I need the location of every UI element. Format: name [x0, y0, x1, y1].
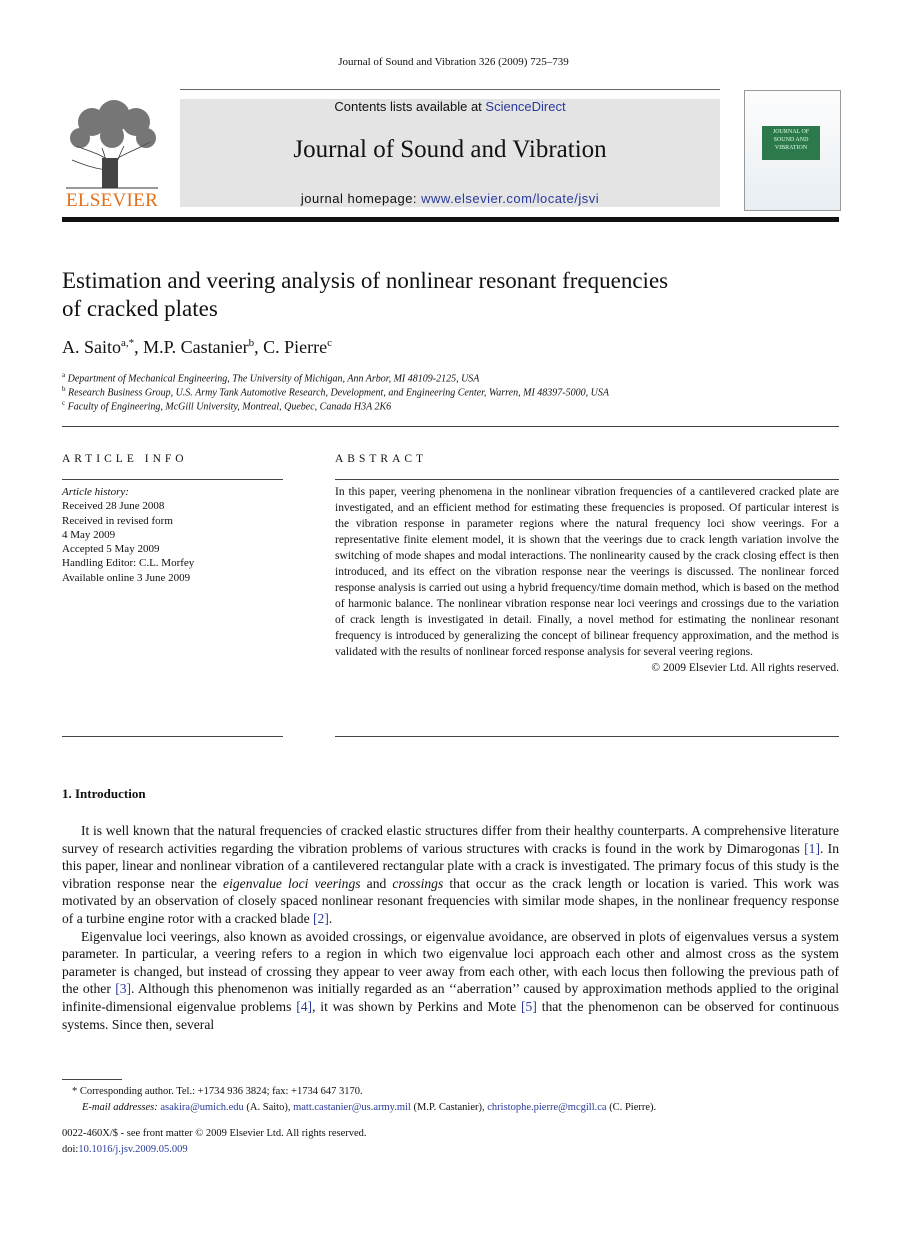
author-name: C. Pierre [263, 337, 328, 357]
doi-line: doi:10.1016/j.jsv.2009.05.009 [62, 1143, 188, 1155]
author-affil-mark[interactable]: b [248, 337, 255, 349]
front-matter [62, 1126, 367, 1157]
abstract-copyright: © 2009 Elsevier Ltd. All rights reserved. [651, 662, 839, 674]
paragraph-text: . Although this phenomenon was initially regarded as an ‘‘aberration’’ caused by approximation methods applied to the original infinite-dimensional eigenvalue problems [62, 981, 839, 1014]
publisher-name: ELSEVIER [65, 190, 159, 211]
abstract-body [335, 484, 839, 676]
author-affil-mark[interactable]: c [327, 337, 333, 349]
article-info-heading: ARTICLE INFO [62, 453, 188, 465]
abstract-text: In this paper, veering phenomena in the nonlinear vibration frequencies of a cantilevered cracked plate are investigated, and an efficient method for estimating these frequencies is proposed. Of particular interest is the vibration response in parameter regions where the natural frequency loci show veerings. For a representative finite element model, it is shown that the veerings due to crack length variation involve the switching of mode shapes and modal interactions. The nonlinearity caused by the crack closing effect is then introduced, and its effect on the vibration response near the veerings is discussed. The nonlinear forced response analysis is carried out using a hybrid frequency/time domain method, which is based on the method of harmonic balance. The nonlinear vibration response near loci veerings and crossings due to the variation of crack length is investigated in detail. Finally, a novel method for estimating the nonlinear resonant frequency is introduced by generalizing the concept of bilinear frequency approximation, and the method is validated with the results of nonlinear forced response analysis for several veering regions. [335, 486, 839, 658]
header-divider [62, 426, 839, 427]
citation-link[interactable]: [3] [115, 981, 132, 997]
front-matter-line: 0022-460X/$ - see front matter © 2009 Elsevier Ltd. All rights reserved. [62, 1128, 367, 1139]
contents-prefix: Contents lists available at [334, 99, 486, 114]
homepage-prefix: journal homepage: [300, 191, 422, 206]
article-info-end-rule [62, 736, 283, 737]
article-info-rule [62, 479, 283, 480]
journal-homepage [180, 191, 720, 206]
title-line-2: of cracked plates [62, 296, 218, 321]
abstract-end-rule [335, 736, 839, 737]
journal-title: Journal of Sound and Vibration [293, 136, 607, 163]
history-item: Received 28 June 2008 [62, 500, 165, 513]
paragraph-text: Eigenvalue loci veerings, also known as avoided crossings, or eigenvalue avoidance, are observed in plots of eigenvalues versus a system parameter. In particular, a veering refers to a region in which two eigenvalue loci approach each other and almost cross as the system parameter is changed, but instead of crossing they appear to veer away from each other, with each locus then following the previous path of the other [62, 928, 839, 997]
affiliation: $^a$ Department of Mechanical Engineering, The University of Michigan, Ann Arbor, MI 48109-2125, USA [62, 371, 480, 385]
author-affil-mark[interactable]: a,* [121, 337, 135, 349]
email-link[interactable]: christophe.pierre@mcgill.ca [487, 1101, 607, 1113]
masthead-bottom-rule [62, 217, 839, 222]
emphasized-term: crossings [392, 875, 444, 891]
email-link[interactable]: matt.castanier@us.army.mil [293, 1101, 411, 1113]
paragraph-text: . [328, 910, 333, 926]
history-item: Handling Editor: C.L. Morfey [62, 557, 195, 570]
sciencedirect-link[interactable]: ScienceDirect [485, 99, 566, 114]
corresponding-author-note: * Corresponding author. Tel.: +1734 936 3824; fax: +1734 647 3170. [72, 1086, 363, 1097]
email-label: E-mail addresses: [82, 1101, 161, 1113]
abstract-heading: ABSTRACT [335, 453, 428, 465]
history-label: Article history: [62, 486, 129, 498]
citation-link[interactable]: [1] [804, 840, 820, 856]
affiliation: $^b$ Research Business Group, U.S. Army Tank Automotive Research, Development, and Engineering Center, Warren, MI 48397-5000, USA [62, 385, 609, 399]
author-name: A. Saito [62, 337, 122, 357]
citation-link[interactable]: [2] [313, 910, 329, 926]
cover-title: JOURNAL OF SOUND AND VIBRATION [762, 126, 820, 160]
history-item: 4 May 2009 [62, 528, 116, 541]
running-header: Journal of Sound and Vibration 326 (2009) 725–739 [338, 56, 569, 68]
author-name: M.P. Castanier [143, 337, 249, 357]
email-addresses: E-mail addresses: asakira@umich.edu (A. Saito), matt.castanier@us.army.mil (M.P. Castanier), christophe.pierre@mcgill.ca (C. Pierre). [82, 1101, 657, 1113]
history-item: Available online 3 June 2009 [62, 571, 191, 584]
citation-link[interactable]: [5] [521, 998, 537, 1014]
homepage-link[interactable]: www.elsevier.com/locate/jsvi [421, 191, 600, 206]
paragraph-text: that occur as the crack length or location is varied. This work was motivated by an observation of closely spaced nonlinear resonant frequencies with similar mode shapes, in the nonlinear frequency response of a turbine engine rotor with a cracked blade [62, 875, 839, 926]
citation-link[interactable]: [4] [296, 998, 313, 1014]
paragraph-text: that the phenomenon can be observed for continuous systems. Since then, several [62, 998, 839, 1032]
paragraph-text: , it was shown by Perkins and Mote [312, 998, 521, 1014]
history-item: Received in revised form [62, 514, 173, 527]
section-heading-introduction: 1. Introduction [62, 786, 146, 801]
article-title [62, 267, 822, 323]
footnote-rule [62, 1079, 122, 1080]
introduction-body [62, 822, 839, 1033]
paragraph [62, 928, 839, 1034]
paragraph-text: and [360, 875, 393, 891]
contents-line [180, 99, 720, 114]
author-list: A. Saito$^{a,*}$, M.P. Castanier$^b$, C. Pierre$^c$ [62, 337, 333, 357]
affiliation: $^c$ Faculty of Engineering, McGill University, Montreal, Quebec, Canada H3A 2K6 [62, 399, 392, 413]
email-link[interactable]: asakira@umich.edu [160, 1101, 244, 1113]
masthead-top-rule [180, 89, 720, 90]
history-item: Accepted 5 May 2009 [62, 543, 160, 556]
paragraph-text: It is well known that the natural frequencies of cracked elastic structures differ from their healthy counterparts. A comprehensive literature survey of research activities regarding the vibration problems of various structures with cracks is found in the work by Dimarogonas [62, 823, 839, 856]
doi-link[interactable]: 10.1016/j.jsv.2009.05.009 [78, 1143, 188, 1155]
article-history [62, 485, 282, 585]
footnotes [62, 1084, 839, 1115]
emphasized-term: eigenvalue loci veerings [223, 875, 361, 891]
paragraph-text: . In this paper, linear and nonlinear vibration of a cantilevered rectangular plate with a crack is investigated. The primary focus of this study is the vibration response near the [62, 840, 840, 891]
paragraph [62, 822, 839, 928]
abstract-rule [335, 479, 839, 480]
title-line-1: Estimation and veering analysis of nonlinear resonant frequencies [62, 268, 669, 293]
